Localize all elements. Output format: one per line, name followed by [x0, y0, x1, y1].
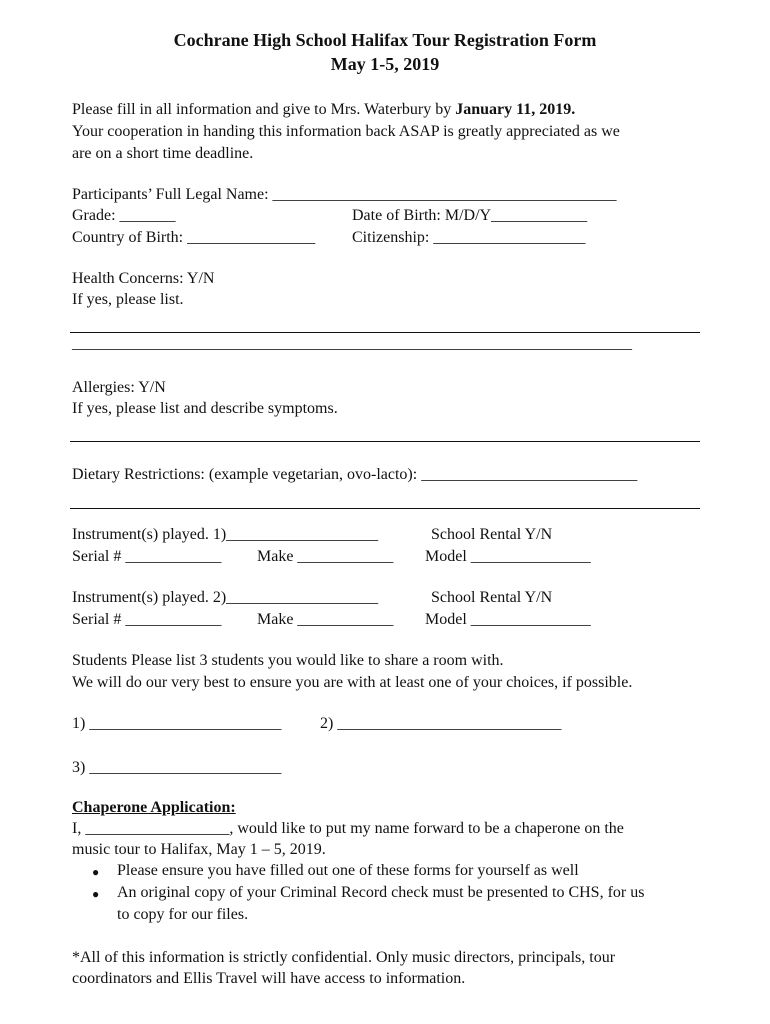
instrument-2-make[interactable]: Make ____________	[257, 611, 394, 628]
health-concerns-label: Health Concerns: Y/N	[72, 270, 215, 287]
chaperone-bullet-2-continued: to copy for our files.	[117, 906, 249, 923]
chaperone-tour-line: music tour to Halifax, May 1 – 5, 2019.	[72, 841, 326, 858]
date-of-birth-field[interactable]: Date of Birth: M/D/Y____________	[352, 207, 588, 224]
dietary-restrictions-field[interactable]: Dietary Restrictions: (example vegetarian, ovo-lacto): ___________________________	[72, 466, 638, 483]
confidentiality-note-1: *All of this information is strictly confidential. Only music directors, principals, tour	[72, 949, 616, 966]
chaperone-bullet-2: An original copy of your Criminal Record check must be presented to CHS, for us	[117, 884, 645, 901]
health-answer-blank[interactable]: ______________________________________________________________________	[72, 335, 632, 352]
chaperone-name-field[interactable]: I, __________________, would like to put my name forward to be a chaperone on the	[72, 820, 624, 837]
instrument-1-model[interactable]: Model _______________	[425, 548, 591, 565]
instrument-1-serial[interactable]: Serial # ____________	[72, 548, 222, 565]
instrument-2-model[interactable]: Model _______________	[425, 611, 591, 628]
allergies-answer-line[interactable]	[70, 441, 700, 442]
intro-text: Please fill in all information and give to Mrs. Waterbury by	[72, 101, 456, 118]
instrument-2-field[interactable]: Instrument(s) played. 2)___________________	[72, 589, 379, 606]
instrument-1-make[interactable]: Make ____________	[257, 548, 394, 565]
grade-field[interactable]: Grade: _______	[72, 207, 176, 224]
bullet-icon: ●	[92, 865, 100, 879]
dietary-answer-line[interactable]	[70, 508, 700, 509]
roommate-instruction-1: Students Please list 3 students you would like to share a room with.	[72, 652, 504, 669]
bullet-icon: ●	[92, 887, 100, 901]
country-of-birth-field[interactable]: Country of Birth: ________________	[72, 229, 316, 246]
roommate-choice-1[interactable]: 1) ________________________	[72, 715, 282, 732]
instrument-2-rental[interactable]: School Rental Y/N	[431, 589, 553, 606]
citizenship-field[interactable]: Citizenship: ___________________	[352, 229, 586, 246]
roommate-choice-2[interactable]: 2) ____________________________	[320, 715, 562, 732]
instrument-1-field[interactable]: Instrument(s) played. 1)___________________	[72, 526, 379, 543]
intro-line-1	[72, 99, 575, 121]
roommate-instruction-2: We will do our very best to ensure you are with at least one of your choices, if possible.	[72, 674, 633, 691]
allergies-instruction: If yes, please list and describe symptoms.	[72, 400, 338, 417]
participant-name-field[interactable]: Participants’ Full Legal Name: ___________________________________________	[72, 186, 617, 203]
instrument-1-rental[interactable]: School Rental Y/N	[431, 526, 553, 543]
chaperone-bullet-1: Please ensure you have filled out one of these forms for yourself as well	[117, 862, 579, 879]
roommate-choice-3[interactable]: 3) ________________________	[72, 759, 282, 776]
health-instruction: If yes, please list.	[72, 291, 184, 308]
form-title: Cochrane High School Halifax Tour Registration Form	[173, 30, 597, 50]
intro-line-3: are on a short time deadline.	[72, 145, 254, 162]
intro-line-2: Your cooperation in handing this information back ASAP is greatly appreciated as we	[72, 123, 620, 140]
confidentiality-note-2: coordinators and Ellis Travel will have access to information.	[72, 970, 466, 987]
deadline-date: January 11, 2019.	[455, 101, 576, 118]
form-dates: May 1-5, 2019	[330, 54, 440, 74]
instrument-2-serial[interactable]: Serial # ____________	[72, 611, 222, 628]
chaperone-heading: Chaperone Application:	[72, 799, 236, 816]
allergies-label: Allergies: Y/N	[72, 379, 166, 396]
